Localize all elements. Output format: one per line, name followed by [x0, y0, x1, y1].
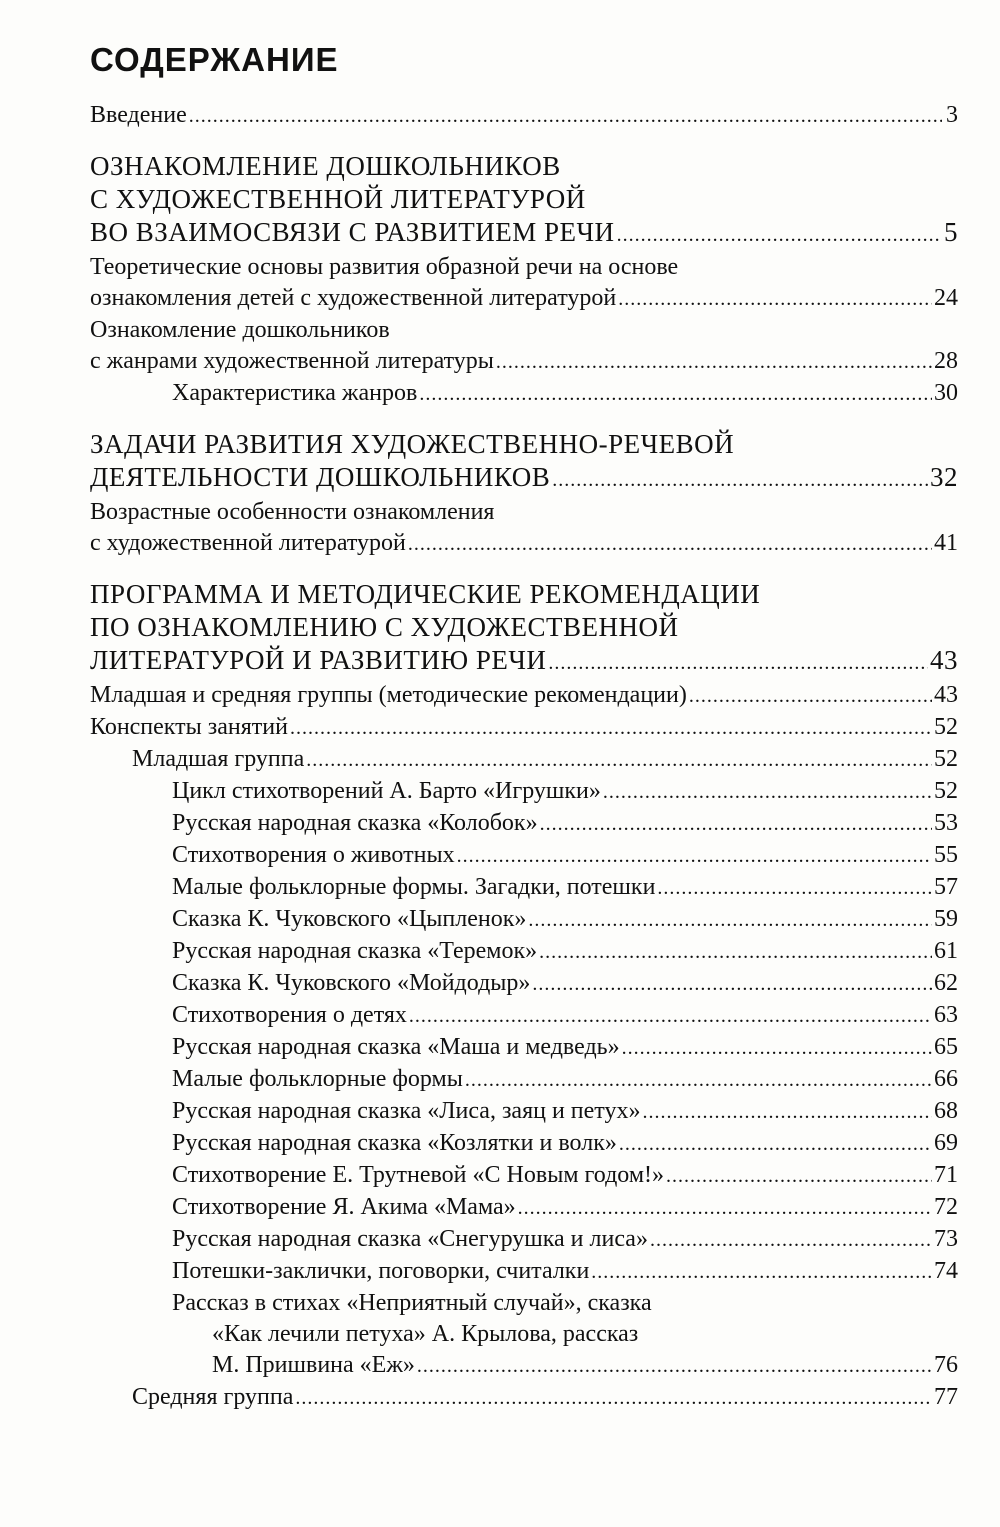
toc-page-number: 43: [934, 682, 958, 708]
toc-entry[interactable]: [90, 1288, 958, 1382]
toc-page-number: 66: [934, 1066, 958, 1092]
dot-leader: [618, 283, 932, 315]
toc-entry-label: Малые фольклорные формы: [172, 1066, 463, 1092]
toc-entry-label: Младшая группа: [132, 746, 305, 772]
toc-section-1[interactable]: [90, 150, 958, 252]
toc-entry[interactable]: [90, 1032, 958, 1064]
toc-entry-label: ВО ВЗАИМОСВЯЗИ С РАЗВИТИЕМ РЕЧИ: [90, 217, 615, 247]
toc-page-number: 77: [934, 1384, 958, 1410]
toc-entry-label: Конспекты занятий: [90, 714, 288, 740]
toc-entry[interactable]: [90, 808, 958, 840]
dot-leader: [552, 461, 928, 497]
toc-entry-line: ОЗНАКОМЛЕНИЕ ДОШКОЛЬНИКОВ: [90, 151, 561, 181]
toc-entry-introduction[interactable]: [90, 100, 958, 132]
dot-leader: [457, 840, 932, 872]
toc-entry-label: Потешки-заклички, поговорки, считалки: [172, 1258, 590, 1284]
toc-page-number: 52: [934, 778, 958, 804]
toc-page-number: 63: [934, 1002, 958, 1028]
toc-entry-line: С ХУДОЖЕСТВЕННОЙ ЛИТЕРАТУРОЙ: [90, 184, 586, 214]
toc-page-number: 30: [934, 380, 958, 406]
dot-leader: [295, 1382, 932, 1414]
dot-leader: [666, 1160, 932, 1192]
toc-entry-label: М. Пришвина «Еж»: [212, 1352, 415, 1378]
toc-entry[interactable]: [90, 872, 958, 904]
toc-entry[interactable]: [90, 1160, 958, 1192]
toc-entry-label: Стихотворения о животных: [172, 842, 455, 868]
toc-entry-line: Рассказ в стихах «Неприятный случай», сказка: [172, 1290, 652, 1316]
toc-entry[interactable]: [90, 1000, 958, 1032]
dot-leader: [306, 744, 932, 776]
toc-page-number: 62: [934, 970, 958, 996]
toc-entry-line: Ознакомление дошкольников: [90, 317, 390, 343]
dot-leader: [657, 872, 932, 904]
dot-leader: [409, 1000, 932, 1032]
toc-page-number: 32: [930, 462, 958, 492]
toc-entry-label: Русская народная сказка «Колобок»: [172, 810, 538, 836]
toc-section-2[interactable]: [90, 428, 958, 497]
toc-page-number: 24: [934, 285, 958, 311]
page-title: СОДЕРЖАНИЕ: [90, 41, 339, 78]
toc-page-number: 55: [934, 842, 958, 868]
toc-page-number: 53: [934, 810, 958, 836]
toc-entry-genres[interactable]: [90, 315, 958, 378]
dot-leader: [622, 1032, 932, 1064]
dot-leader: [619, 1128, 932, 1160]
toc-entry-label: ознакомления детей с художественной литературой: [90, 285, 617, 311]
table-of-contents: [90, 40, 958, 1414]
dot-leader: [518, 1192, 932, 1224]
toc-entry-label: Русская народная сказка «Снегурушка и лиса»: [172, 1226, 648, 1252]
toc-page-number: 57: [934, 874, 958, 900]
toc-page-number: 72: [934, 1194, 958, 1220]
toc-entry-label: Стихотворение Е. Трутневой «С Новым годом!»: [172, 1162, 664, 1188]
toc-entry[interactable]: [90, 1064, 958, 1096]
toc-page-number: 59: [934, 906, 958, 932]
toc-entry-line: ЗАДАЧИ РАЗВИТИЯ ХУДОЖЕСТВЕННО-РЕЧЕВОЙ: [90, 429, 735, 459]
toc-entry-middle-group[interactable]: [90, 1382, 958, 1414]
toc-page-number: 71: [934, 1162, 958, 1188]
dot-leader: [189, 100, 942, 132]
toc-entry-label: с художественной литературой: [90, 530, 406, 556]
toc-entry-lesson-notes[interactable]: [90, 712, 958, 744]
toc-page-number: 68: [934, 1098, 958, 1124]
toc-entry[interactable]: [90, 1192, 958, 1224]
toc-entry-label: Сказка К. Чуковского «Мойдодыр»: [172, 970, 531, 996]
toc-entry-label: Русская народная сказка «Теремок»: [172, 938, 538, 964]
dot-leader: [603, 776, 932, 808]
dot-leader: [408, 528, 932, 560]
toc-entry-genre-characteristics[interactable]: [90, 378, 958, 410]
toc-entry-line: Возрастные особенности ознакомления: [90, 499, 495, 525]
toc-entry-label: с жанрами художественной литературы: [90, 348, 494, 374]
toc-entry-junior-group[interactable]: [90, 744, 958, 776]
toc-entry[interactable]: [90, 776, 958, 808]
toc-entry-label: Русская народная сказка «Козлятки и волк»: [172, 1130, 617, 1156]
dot-leader: [496, 346, 932, 378]
dot-leader: [290, 712, 932, 744]
toc-entry[interactable]: [90, 1128, 958, 1160]
dot-leader: [419, 378, 932, 410]
toc-page-number: 28: [934, 348, 958, 374]
toc-page-number: 74: [934, 1258, 958, 1284]
toc-entry-line: ПО ОЗНАКОМЛЕНИЮ С ХУДОЖЕСТВЕННОЙ: [90, 612, 679, 642]
toc-page-number: 69: [934, 1130, 958, 1156]
dot-leader: [548, 644, 928, 680]
toc-entry-theory[interactable]: [90, 252, 958, 315]
dot-leader: [617, 216, 942, 252]
toc-entry-label: ДЕЯТЕЛЬНОСТИ ДОШКОЛЬНИКОВ: [90, 462, 551, 492]
toc-entry-label: Сказка К. Чуковского «Цыпленок»: [172, 906, 527, 932]
toc-entry[interactable]: [90, 1224, 958, 1256]
toc-page-number: 3: [946, 102, 958, 128]
toc-section-3[interactable]: [90, 578, 958, 680]
toc-entry[interactable]: [90, 904, 958, 936]
dot-leader: [540, 808, 932, 840]
toc-entry-label: Стихотворение Я. Акима «Мама»: [172, 1194, 516, 1220]
dot-leader: [642, 1096, 932, 1128]
toc-entry-line: «Как лечили петуха» А. Крылова, рассказ: [212, 1321, 639, 1347]
toc-entry-label: Введение: [90, 102, 187, 128]
dot-leader: [539, 936, 932, 968]
toc-entry[interactable]: [90, 1256, 958, 1288]
toc-entry[interactable]: [90, 1096, 958, 1128]
toc-entry-age-features[interactable]: [90, 497, 958, 560]
dot-leader: [591, 1256, 932, 1288]
toc-page-number: 52: [934, 746, 958, 772]
toc-page-number: 5: [944, 217, 958, 247]
dot-leader: [528, 904, 932, 936]
toc-entry-label: Средняя группа: [132, 1384, 294, 1410]
toc-entry-line: Теоретические основы развития образной речи на основе: [90, 254, 679, 280]
toc-entry-label: Русская народная сказка «Маша и медведь»: [172, 1034, 620, 1060]
toc-page-number: 41: [934, 530, 958, 556]
toc-entry[interactable]: [90, 936, 958, 968]
toc-entry-label: Цикл стихотворений А. Барто «Игрушки»: [172, 778, 601, 804]
toc-entry-label: ЛИТЕРАТУРОЙ И РАЗВИТИЮ РЕЧИ: [90, 645, 547, 675]
dot-leader: [650, 1224, 932, 1256]
toc-page-number: 76: [934, 1352, 958, 1378]
toc-entry-label: Малые фольклорные формы. Загадки, потешки: [172, 874, 656, 900]
toc-entry-junior-middle-groups[interactable]: [90, 680, 958, 712]
toc-page-number: 61: [934, 938, 958, 964]
toc-page-number: 43: [930, 645, 958, 675]
dot-leader: [465, 1064, 932, 1096]
toc-page-number: 65: [934, 1034, 958, 1060]
toc-entry-label: Младшая и средняя группы (методические рекомендации): [90, 682, 687, 708]
toc-entry-line: ПРОГРАММА И МЕТОДИЧЕСКИЕ РЕКОМЕНДАЦИИ: [90, 579, 761, 609]
dot-leader: [532, 968, 932, 1000]
dot-leader: [417, 1350, 932, 1382]
toc-entry-label: Русская народная сказка «Лиса, заяц и петух»: [172, 1098, 641, 1124]
toc-entry[interactable]: [90, 968, 958, 1000]
toc-entry[interactable]: [90, 840, 958, 872]
dot-leader: [689, 680, 932, 712]
toc-page-number: 73: [934, 1226, 958, 1252]
toc-entry-label: Характеристика жанров: [172, 380, 418, 406]
toc-entry-label: Стихотворения о детях: [172, 1002, 407, 1028]
toc-page-number: 52: [934, 714, 958, 740]
